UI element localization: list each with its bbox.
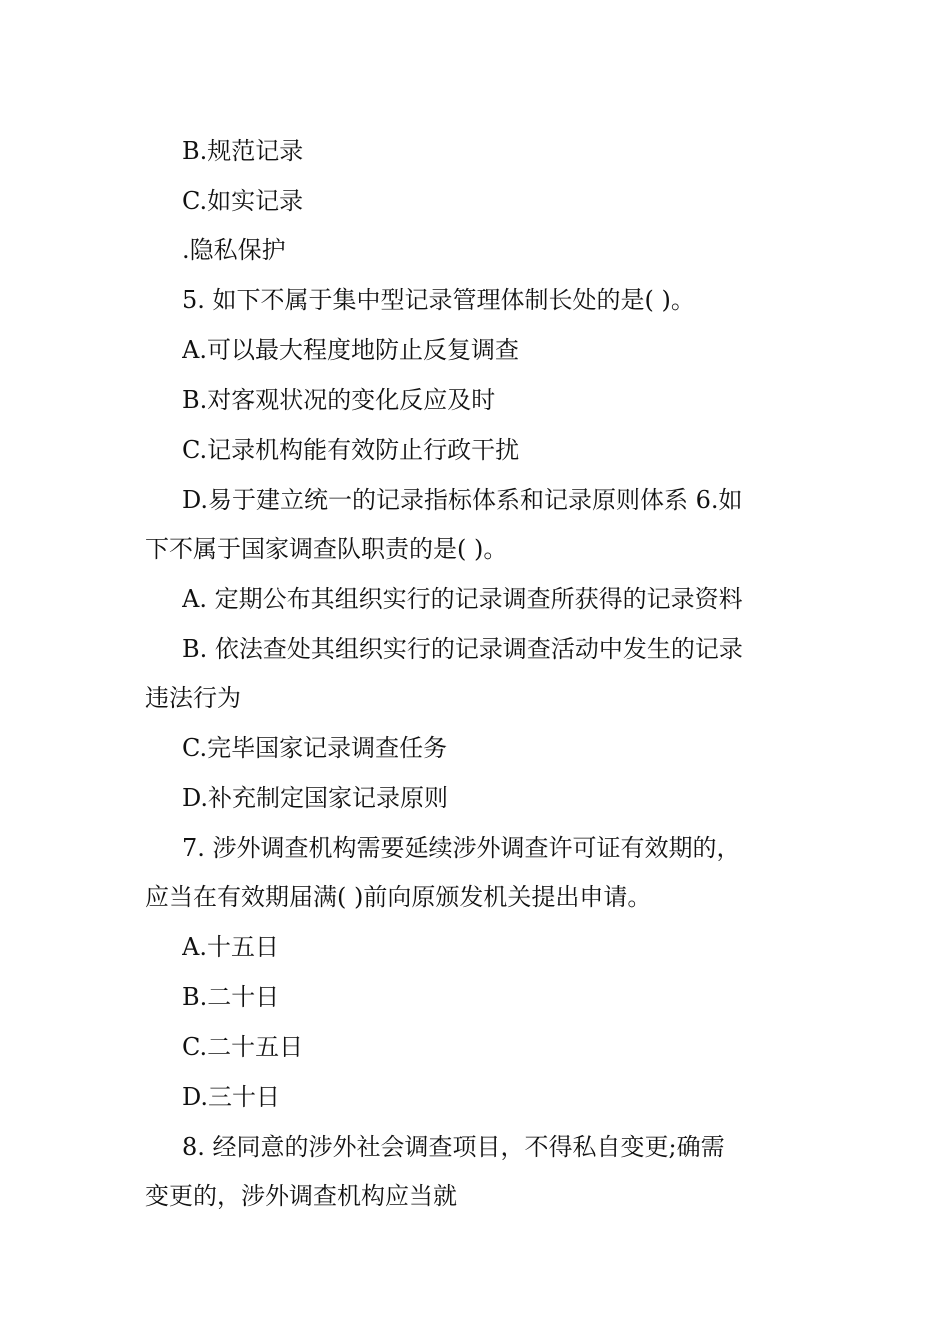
question-7: 7. 涉外调查机构需要延续涉外调查许可证有效期的， [182, 834, 741, 862]
question-5: 5. 如下不属于集中型记录管理体制长处的是( )。 [182, 286, 695, 314]
question-8-continuation: 变更的，涉外调查机构应当就 [145, 1182, 457, 1210]
option-c-line: C.如实记录 [182, 187, 304, 215]
q5-option-a: A.可以最大程度地防止反复调查 [182, 336, 519, 364]
q5-option-b: B.对客观状况的变化反应及时 [182, 386, 496, 414]
q6-option-c: C.完毕国家记录调查任务 [182, 734, 448, 762]
q5-option-c: C.记录机构能有效防止行政干扰 [182, 436, 520, 464]
q6-option-b-continuation: 违法行为 [145, 684, 241, 712]
question-6-continuation: 下不属于国家调查队职责的是( )。 [145, 535, 508, 563]
q7-option-a: A.十五日 [182, 933, 279, 961]
option-d-line: .隐私保护 [182, 236, 286, 264]
q5-option-d: D.易于建立统一的记录指标体系和记录原则体系 6.如 [182, 486, 743, 514]
q6-option-a: A. 定期公布其组织实行的记录调查所获得的记录资料 [182, 585, 743, 613]
q7-option-d: D.三十日 [182, 1083, 281, 1111]
question-7-continuation: 应当在有效期届满( )前向原颁发机关提出申请。 [145, 883, 652, 911]
q7-option-c: C.二十五日 [182, 1033, 304, 1061]
q6-option-d: D.补充制定国家记录原则 [182, 784, 449, 812]
q6-option-b: B. 依法查处其组织实行的记录调查活动中发生的记录 [182, 635, 743, 663]
option-b-line: B.规范记录 [182, 137, 304, 165]
q7-option-b: B.二十日 [182, 983, 280, 1011]
question-8: 8. 经同意的涉外社会调查项目，不得私自变更;确需 [182, 1133, 725, 1161]
